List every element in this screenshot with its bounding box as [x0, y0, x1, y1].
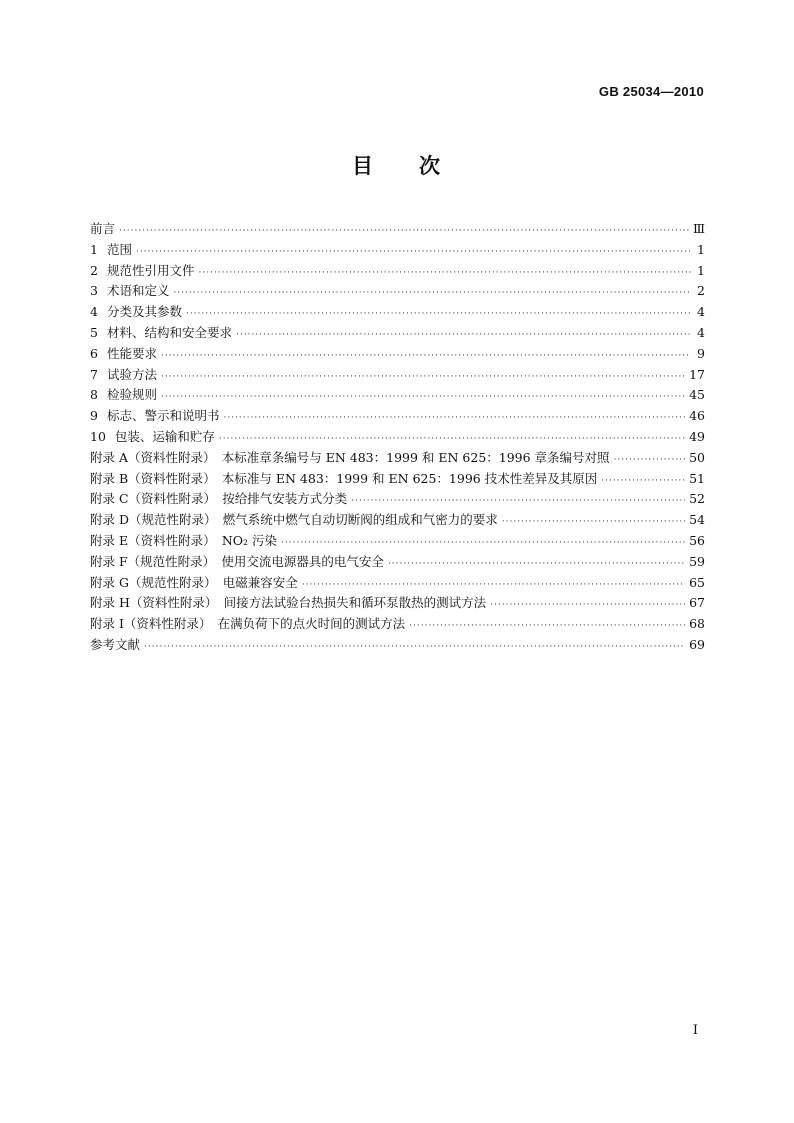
toc-entry-number: 10	[90, 428, 106, 444]
toc-entry-label: 附录 E（资料性附录） NO₂ 污染	[90, 532, 278, 548]
toc-entry[interactable]	[90, 469, 705, 490]
title-part-1: 目	[352, 154, 375, 178]
dot-leader	[136, 247, 691, 257]
toc-entry[interactable]	[90, 240, 705, 261]
toc-entry-number: 8	[90, 387, 98, 403]
toc-entry-title	[90, 261, 194, 279]
toc-entry-page: 54	[689, 512, 705, 528]
toc-entry-number: 3	[90, 283, 98, 299]
toc-entry-page: 51	[689, 470, 705, 486]
toc-entry-page: 4	[697, 304, 705, 320]
toc-entry-label: 分类及其参数	[106, 304, 182, 320]
dot-leader	[198, 268, 691, 278]
toc-entry-page: 4	[697, 324, 705, 340]
toc-entry-title	[90, 406, 219, 424]
page-title	[0, 150, 794, 180]
dot-leader	[161, 351, 691, 361]
toc-entry[interactable]	[90, 593, 705, 614]
toc-entry-label: 术语和定义	[106, 283, 170, 299]
toc-entry-page: 9	[697, 345, 705, 361]
dot-leader	[219, 434, 685, 444]
toc-entry[interactable]	[90, 448, 705, 469]
toc-entry-number: 7	[90, 366, 98, 382]
toc-entry-title	[90, 531, 277, 549]
toc-entry-page: 59	[689, 553, 705, 569]
toc-entry[interactable]	[90, 427, 705, 448]
standard-code: GB 25034—2010	[598, 84, 704, 99]
dot-leader	[161, 392, 685, 402]
toc-entry-label: 规范性引用文件	[106, 262, 195, 278]
toc-entry-page: 49	[689, 428, 705, 444]
toc-entry-title	[90, 489, 347, 507]
toc-entry-page: 65	[689, 574, 705, 590]
toc-entry-page: 1	[697, 241, 705, 257]
toc-entry-title	[90, 344, 157, 362]
dot-leader	[409, 621, 685, 631]
dot-leader	[502, 517, 685, 527]
dot-leader	[351, 496, 685, 506]
toc-entry-label: 前言	[90, 221, 116, 236]
toc-entry-page: 52	[689, 491, 705, 507]
dot-leader	[186, 309, 691, 319]
toc-entry[interactable]	[90, 323, 705, 344]
dot-leader	[388, 559, 685, 569]
toc-entry-label: 材料、结构和安全要求	[106, 324, 232, 340]
dot-leader	[223, 413, 685, 423]
toc-entry-number: 4	[90, 304, 98, 320]
toc-entry-label: 标志、警示和说明书	[106, 408, 220, 424]
toc-entry[interactable]	[90, 531, 705, 552]
dot-leader	[302, 580, 685, 590]
toc-entry-label: 试验方法	[106, 366, 157, 382]
toc-entry-title	[90, 323, 232, 341]
toc-entry[interactable]	[90, 489, 705, 510]
toc-entry-title	[90, 427, 215, 445]
toc-entry-title	[90, 385, 157, 403]
toc-entry-label: 附录 H（资料性附录） 间接方法试验台热损失和循环泵散热的测试方法	[90, 595, 487, 611]
toc-entry-page: 67	[689, 595, 705, 611]
toc-entry[interactable]	[90, 635, 705, 656]
toc-entry-number: 5	[90, 324, 98, 340]
dot-leader	[614, 455, 686, 465]
toc-entry-title	[90, 302, 182, 320]
toc-entry-page: 17	[689, 366, 705, 382]
dot-leader	[490, 600, 685, 610]
dot-leader	[281, 538, 685, 548]
toc-entry-title	[90, 448, 610, 466]
toc-entry-page: 68	[689, 616, 705, 632]
toc-entry-label: 附录 C（资料性附录） 按给排气安装方式分类	[90, 491, 348, 507]
toc-entry-title	[90, 365, 157, 383]
toc-entry-page: Ⅲ	[692, 221, 705, 236]
toc-entry-number: 9	[90, 408, 98, 424]
toc-entry-page: 69	[689, 636, 705, 652]
toc-entry-label: 附录 F（规范性附录） 使用交流电源器具的电气安全	[90, 553, 384, 569]
toc-entry-label: 附录 I（资料性附录） 在满负荷下的点火时间的测试方法	[90, 616, 406, 632]
dot-leader	[119, 226, 689, 236]
toc-entry-number: 1	[90, 241, 98, 257]
toc-entry-title	[90, 573, 298, 591]
toc-entry-title	[90, 510, 498, 528]
toc-entry-number: 6	[90, 345, 98, 361]
toc-entry-label: 检验规则	[106, 387, 157, 403]
toc-entry[interactable]	[90, 406, 705, 427]
toc-entry-title	[90, 281, 169, 299]
toc-entry-page: 50	[689, 449, 705, 465]
dot-leader	[236, 330, 691, 340]
toc-entry-title	[90, 614, 405, 632]
toc-entry-label: 范围	[106, 241, 132, 257]
toc-entry-title	[90, 552, 384, 570]
toc-entry-label: 附录 G（规范性附录） 电磁兼容安全	[90, 574, 298, 590]
toc-entry[interactable]	[90, 281, 705, 302]
toc-entry[interactable]	[90, 261, 705, 282]
toc-entry[interactable]	[90, 510, 705, 531]
dot-leader	[144, 642, 685, 652]
page-number: Ⅰ	[692, 1023, 698, 1038]
title-part-2: 次	[419, 154, 442, 178]
table-of-contents	[90, 219, 705, 656]
toc-entry-title	[90, 635, 140, 653]
toc-entry-page: 45	[689, 387, 705, 403]
toc-entry-page: 56	[689, 532, 705, 548]
toc-entry-title	[90, 593, 486, 611]
toc-entry-title	[90, 219, 115, 237]
toc-entry-label: 参考文献	[90, 636, 141, 652]
toc-entry-page: 1	[697, 262, 705, 278]
toc-entry-page: 46	[689, 408, 705, 424]
toc-entry[interactable]	[90, 552, 705, 573]
toc-entry-label: 性能要求	[106, 345, 157, 361]
toc-entry-number: 2	[90, 262, 98, 278]
toc-entry-title	[90, 240, 132, 258]
toc-entry[interactable]	[90, 344, 705, 365]
toc-entry-label: 附录 D（规范性附录） 燃气系统中燃气自动切断阀的组成和气密力的要求	[90, 512, 498, 528]
dot-leader	[161, 372, 685, 382]
toc-entry-label: 附录 B（资料性附录） 本标准与 EN 483：1999 和 EN 625：1996 技术性差异及其原因	[90, 470, 598, 486]
toc-entry[interactable]	[90, 573, 705, 594]
dot-leader	[601, 476, 685, 486]
toc-entry[interactable]	[90, 614, 705, 635]
toc-entry[interactable]	[90, 302, 705, 323]
toc-entry[interactable]	[90, 219, 705, 240]
toc-entry[interactable]	[90, 385, 705, 406]
toc-entry-title	[90, 469, 597, 487]
toc-entry-page: 2	[697, 283, 705, 299]
toc-entry-label: 附录 A（资料性附录） 本标准章条编号与 EN 483：1999 和 EN 625：1996 章条编号对照	[90, 449, 610, 465]
toc-entry-label: 包装、运输和贮存	[114, 428, 215, 444]
toc-entry[interactable]	[90, 365, 705, 386]
dot-leader	[173, 288, 691, 298]
